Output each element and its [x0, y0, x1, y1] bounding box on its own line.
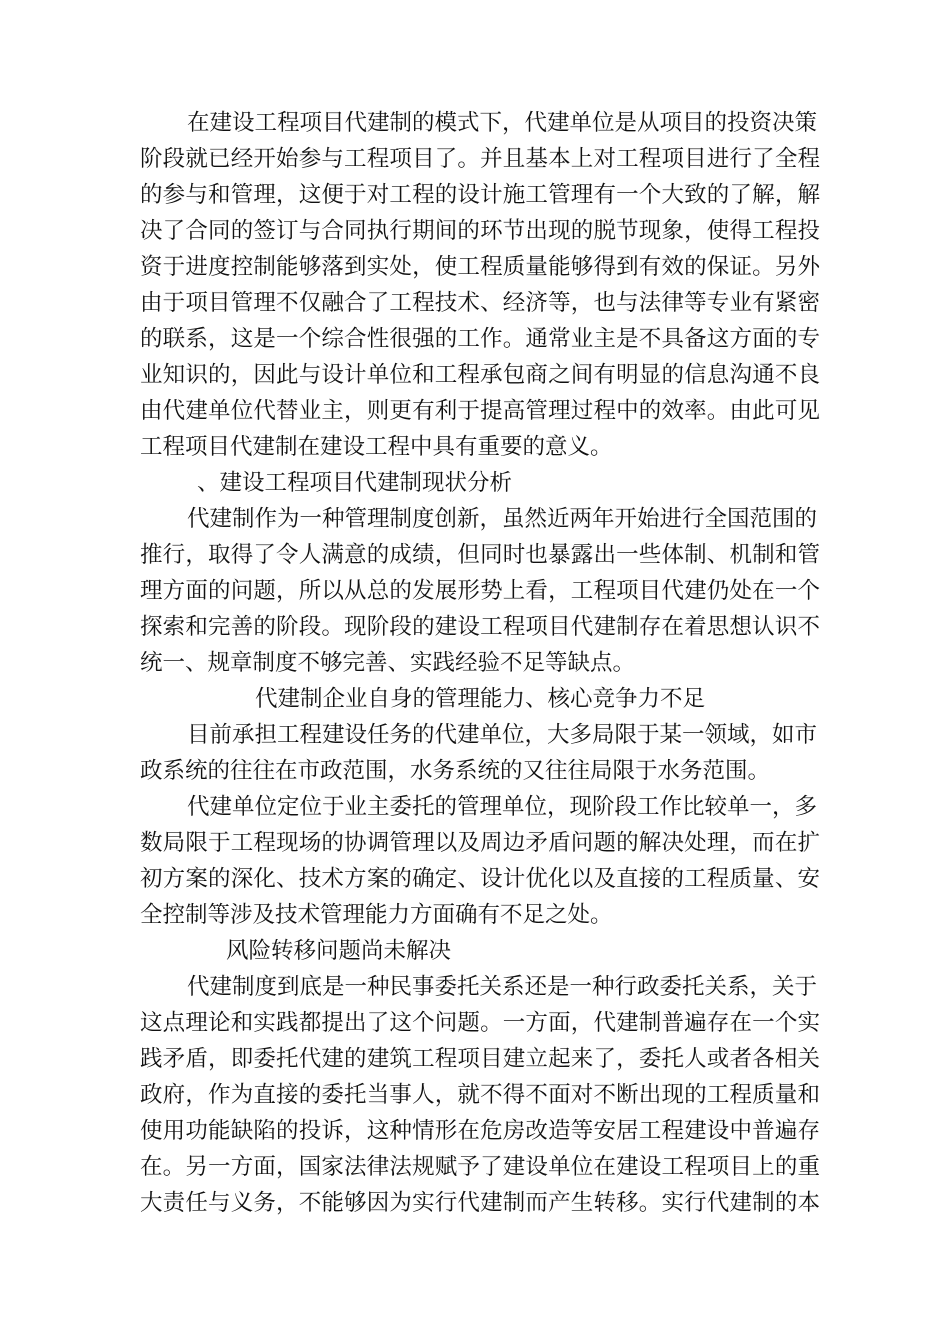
paragraph-line: 数局限于工程现场的协调管理以及周边矛盾问题的解决处理，而在扩 [140, 830, 820, 856]
paragraph-line: 目前承担工程建设任务的代建单位，大多局限于某一领域，如市 [187, 722, 818, 748]
subsection-heading: 风险转移问题尚未解决 [226, 938, 452, 964]
paragraph-line: 这点理论和实践都提出了这个问题。一方面，代建制普遍存在一个实 [140, 1010, 820, 1036]
paragraph-line: 代建单位定位于业主委托的管理单位，现阶段工作比较单一，多 [187, 794, 818, 820]
paragraph-line: 全控制等涉及技术管理能力方面确有不足之处。 [140, 902, 613, 928]
paragraph-line: 践矛盾，即委托代建的建筑工程项目建立起来了，委托人或者各相关 [140, 1046, 820, 1072]
paragraph-line: 政府，作为直接的委托当事人，就不得不面对不断出现的工程质量和 [140, 1082, 820, 1108]
paragraph-line: 在。另一方面，国家法律法规赋予了建设单位在建设工程项目上的重 [140, 1154, 820, 1180]
paragraph-line: 的联系，这是一个综合性很强的工作。通常业主是不具备这方面的专 [140, 326, 820, 352]
paragraph-line: 使用功能缺陷的投诉，这种情形在危房改造等安居工程建设中普遍存 [140, 1118, 820, 1144]
paragraph-line: 大责任与义务，不能够因为实行代建制而产生转移。实行代建制的本 [140, 1190, 820, 1216]
paragraph-line: 代建制作为一种管理制度创新，虽然近两年开始进行全国范围的 [187, 506, 818, 532]
paragraph-line: 由于项目管理不仅融合了工程技术、经济等，也与法律等专业有紧密 [140, 290, 820, 316]
paragraph-line: 代建制度到底是一种民事委托关系还是一种行政委托关系，关于 [187, 974, 818, 1000]
paragraph-line: 初方案的深化、技术方案的确定、设计优化以及直接的工程质量、安 [140, 866, 820, 892]
paragraph-line: 的参与和管理，这便于对工程的设计施工管理有一个大致的了解，解 [140, 182, 820, 208]
paragraph-line: 由代建单位代替业主，则更有利于提高管理过程中的效率。由此可见 [140, 398, 820, 424]
paragraph-line: 统一、规章制度不够完善、实践经验不足等缺点。 [140, 650, 636, 676]
paragraph-line: 决了合同的签订与合同执行期间的环节出现的脱节现象，使得工程投 [140, 218, 820, 244]
paragraph-line: 探索和完善的阶段。现阶段的建设工程项目代建制存在着思想认识不 [140, 614, 820, 640]
paragraph-line: 理方面的问题，所以从总的发展形势上看，工程项目代建仍处在一个 [140, 578, 820, 604]
paragraph-line: 资于进度控制能够落到实处，使工程质量能够得到有效的保证。另外 [140, 254, 820, 280]
subsection-heading: 代建制企业自身的管理能力、核心竞争力不足 [255, 686, 706, 712]
paragraph-line: 业知识的，因此与设计单位和工程承包商之间有明显的信息沟通不良 [140, 362, 820, 388]
paragraph-line: 政系统的往往在市政范围，水务系统的又往往局限于水务范围。 [140, 758, 771, 784]
paragraph-line: 阶段就已经开始参与工程项目了。并且基本上对工程项目进行了全程 [140, 146, 820, 172]
paragraph-line: 推行，取得了令人满意的成绩，但同时也暴露出一些体制、机制和管 [140, 542, 820, 568]
section-heading: 、建设工程项目代建制现状分析 [197, 470, 513, 496]
paragraph-line: 工程项目代建制在建设工程中具有重要的意义。 [140, 434, 613, 460]
paragraph-line: 在建设工程项目代建制的模式下，代建单位是从项目的投资决策 [187, 110, 818, 136]
